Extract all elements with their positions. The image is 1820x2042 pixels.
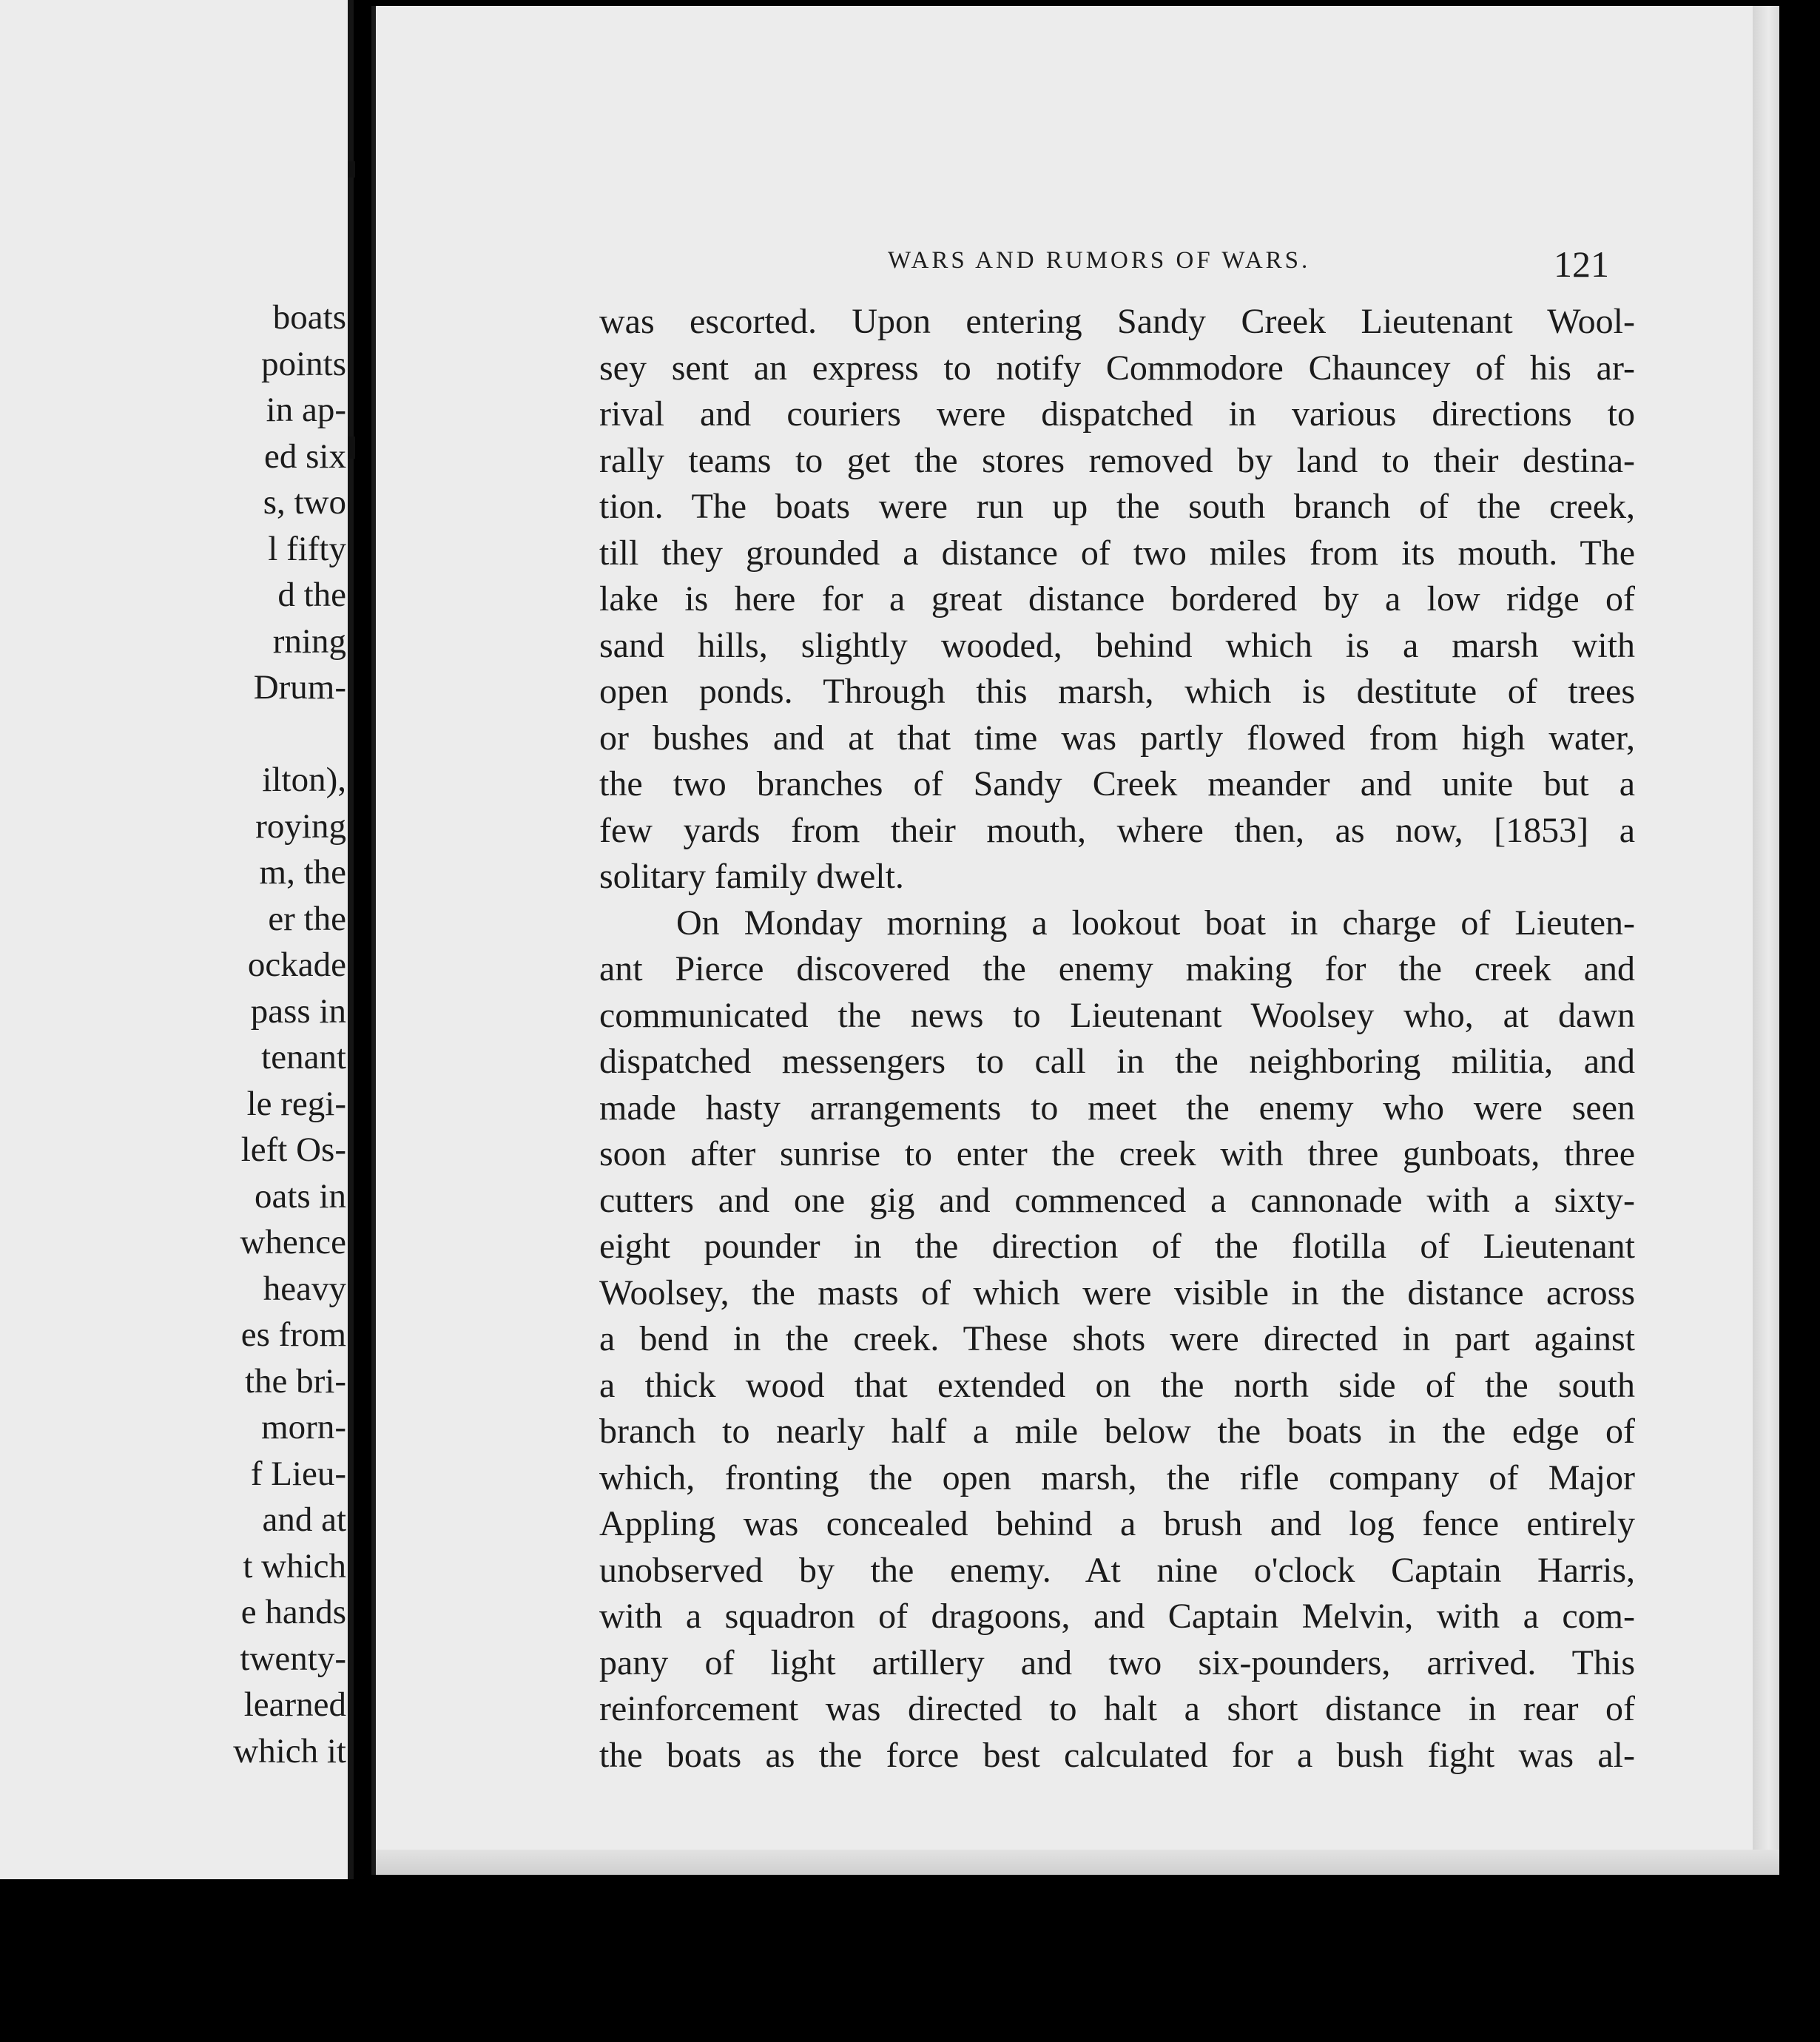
left-line: rning bbox=[272, 621, 346, 661]
text-line: rival and couriers were dispatched in various directions to bbox=[599, 394, 1635, 434]
left-line: learned bbox=[243, 1685, 346, 1724]
text-line: till they grounded a distance of two miles from its mouth. The bbox=[599, 533, 1635, 573]
text-line: cutters and one gig and commenced a cannonade with a sixty- bbox=[599, 1180, 1635, 1220]
text-line: soon after sunrise to enter the creek with three gunboats, three bbox=[599, 1134, 1635, 1173]
text-line: or bushes and at that time was partly flowed from high water, bbox=[599, 718, 1635, 758]
left-line: t which bbox=[243, 1546, 346, 1586]
page-bottom-edge bbox=[376, 1850, 1779, 1875]
left-line: e hands bbox=[240, 1593, 346, 1631]
text-line: few yards from their mouth, where then, as now, [1853] a bbox=[599, 810, 1635, 850]
left-facing-page bbox=[0, 0, 354, 1879]
left-line: tenant bbox=[261, 1038, 346, 1076]
left-line: boats bbox=[272, 298, 346, 337]
text-line: a bend in the creek. These shots were directed in part against bbox=[599, 1319, 1635, 1358]
left-line: and at bbox=[262, 1500, 346, 1539]
text-line: sand hills, slightly wooded, behind which is a marsh with bbox=[599, 625, 1635, 665]
left-line: ilton), bbox=[262, 761, 346, 799]
text-line: lake is here for a great distance bordered by a low ridge of bbox=[599, 579, 1635, 619]
left-line: ed six bbox=[264, 437, 346, 476]
left-line: left Os- bbox=[240, 1130, 346, 1169]
text-line: branch to nearly half a mile below the boats in the edge of bbox=[599, 1412, 1635, 1451]
text-line: made hasty arrangements to meet the enemy who were seen bbox=[599, 1088, 1635, 1128]
page-edge-shadow bbox=[1753, 6, 1779, 1875]
left-line: es from bbox=[240, 1315, 346, 1354]
left-line: le regi- bbox=[246, 1084, 346, 1123]
left-line: d the bbox=[277, 576, 346, 614]
body-text bbox=[599, 299, 1635, 1779]
left-line: in ap- bbox=[266, 391, 346, 429]
text-line: the boats as the force best calculated for a bush fight was al- bbox=[599, 1735, 1635, 1775]
spine-mark bbox=[348, 161, 355, 178]
text-line: sey sent an express to notify Commodore Chauncey of his ar- bbox=[599, 348, 1635, 388]
left-page-text bbox=[0, 294, 348, 1774]
paragraph-start-line: On Monday morning a lookout boat in charge of Lieuten- bbox=[676, 903, 1635, 943]
text-line: unobserved by the enemy. At nine o'clock Captain Harris, bbox=[599, 1550, 1635, 1590]
text-line: dispatched messengers to call in the neighboring militia, and bbox=[599, 1042, 1635, 1081]
text-line: reinforcement was directed to halt a short distance in rear of bbox=[599, 1689, 1635, 1728]
text-line: which, fronting the open marsh, the rifle company of Major bbox=[599, 1458, 1635, 1497]
left-line: which it bbox=[233, 1731, 346, 1770]
left-line: twenty- bbox=[240, 1639, 346, 1678]
text-line: tion. The boats were run up the south branch of the creek, bbox=[599, 487, 1635, 526]
text-line: open ponds. Through this marsh, which is destitute of trees bbox=[599, 672, 1635, 711]
left-line: the bri- bbox=[244, 1361, 346, 1401]
text-line: was escorted. Upon entering Sandy Creek Lieutenant Wool- bbox=[599, 302, 1635, 341]
text-line: with a squadron of dragoons, and Captain Melvin, with a com- bbox=[599, 1597, 1635, 1636]
left-line: Drum- bbox=[253, 668, 346, 707]
left-line: ockade bbox=[247, 946, 346, 984]
left-line: l fifty bbox=[268, 529, 346, 568]
left-line: heavy bbox=[263, 1269, 346, 1308]
left-line-blank bbox=[0, 711, 348, 758]
page-number: 121 bbox=[1554, 243, 1609, 285]
running-head: WARS AND RUMORS OF WARS. bbox=[888, 247, 1311, 274]
left-line: morn- bbox=[261, 1408, 346, 1446]
text-line: ant Pierce discovered the enemy making for the creek and bbox=[599, 949, 1635, 988]
left-line: er the bbox=[268, 899, 346, 938]
left-line: roying bbox=[255, 806, 346, 846]
paragraph-end-line: solitary family dwelt. bbox=[599, 857, 904, 896]
text-line: pany of light artillery and two six-pounders, arrived. This bbox=[599, 1642, 1635, 1682]
left-line: whence bbox=[240, 1223, 346, 1261]
text-line: the two branches of Sandy Creek meander and unite but a bbox=[599, 764, 1635, 803]
left-line: points bbox=[261, 344, 346, 383]
text-line: rally teams to get the stores removed by land to their destina- bbox=[599, 440, 1635, 480]
spine-mark bbox=[348, 437, 355, 459]
right-main-page bbox=[371, 6, 1779, 1875]
text-line: a thick wood that extended on the north side of the south bbox=[599, 1365, 1635, 1405]
left-line: oats in bbox=[254, 1176, 346, 1216]
left-line: s, two bbox=[263, 483, 346, 522]
left-line: pass in bbox=[250, 991, 346, 1031]
text-line: Appling was concealed behind a brush and log fence entirely bbox=[599, 1504, 1635, 1543]
text-line: eight pounder in the direction of the flotilla of Lieutenant bbox=[599, 1227, 1635, 1266]
text-line: communicated the news to Lieutenant Woolsey who, at dawn bbox=[599, 995, 1635, 1035]
left-line: m, the bbox=[259, 853, 346, 892]
text-line: Woolsey, the masts of which were visible in the distance across bbox=[599, 1273, 1635, 1313]
left-line: f Lieu- bbox=[250, 1454, 346, 1493]
